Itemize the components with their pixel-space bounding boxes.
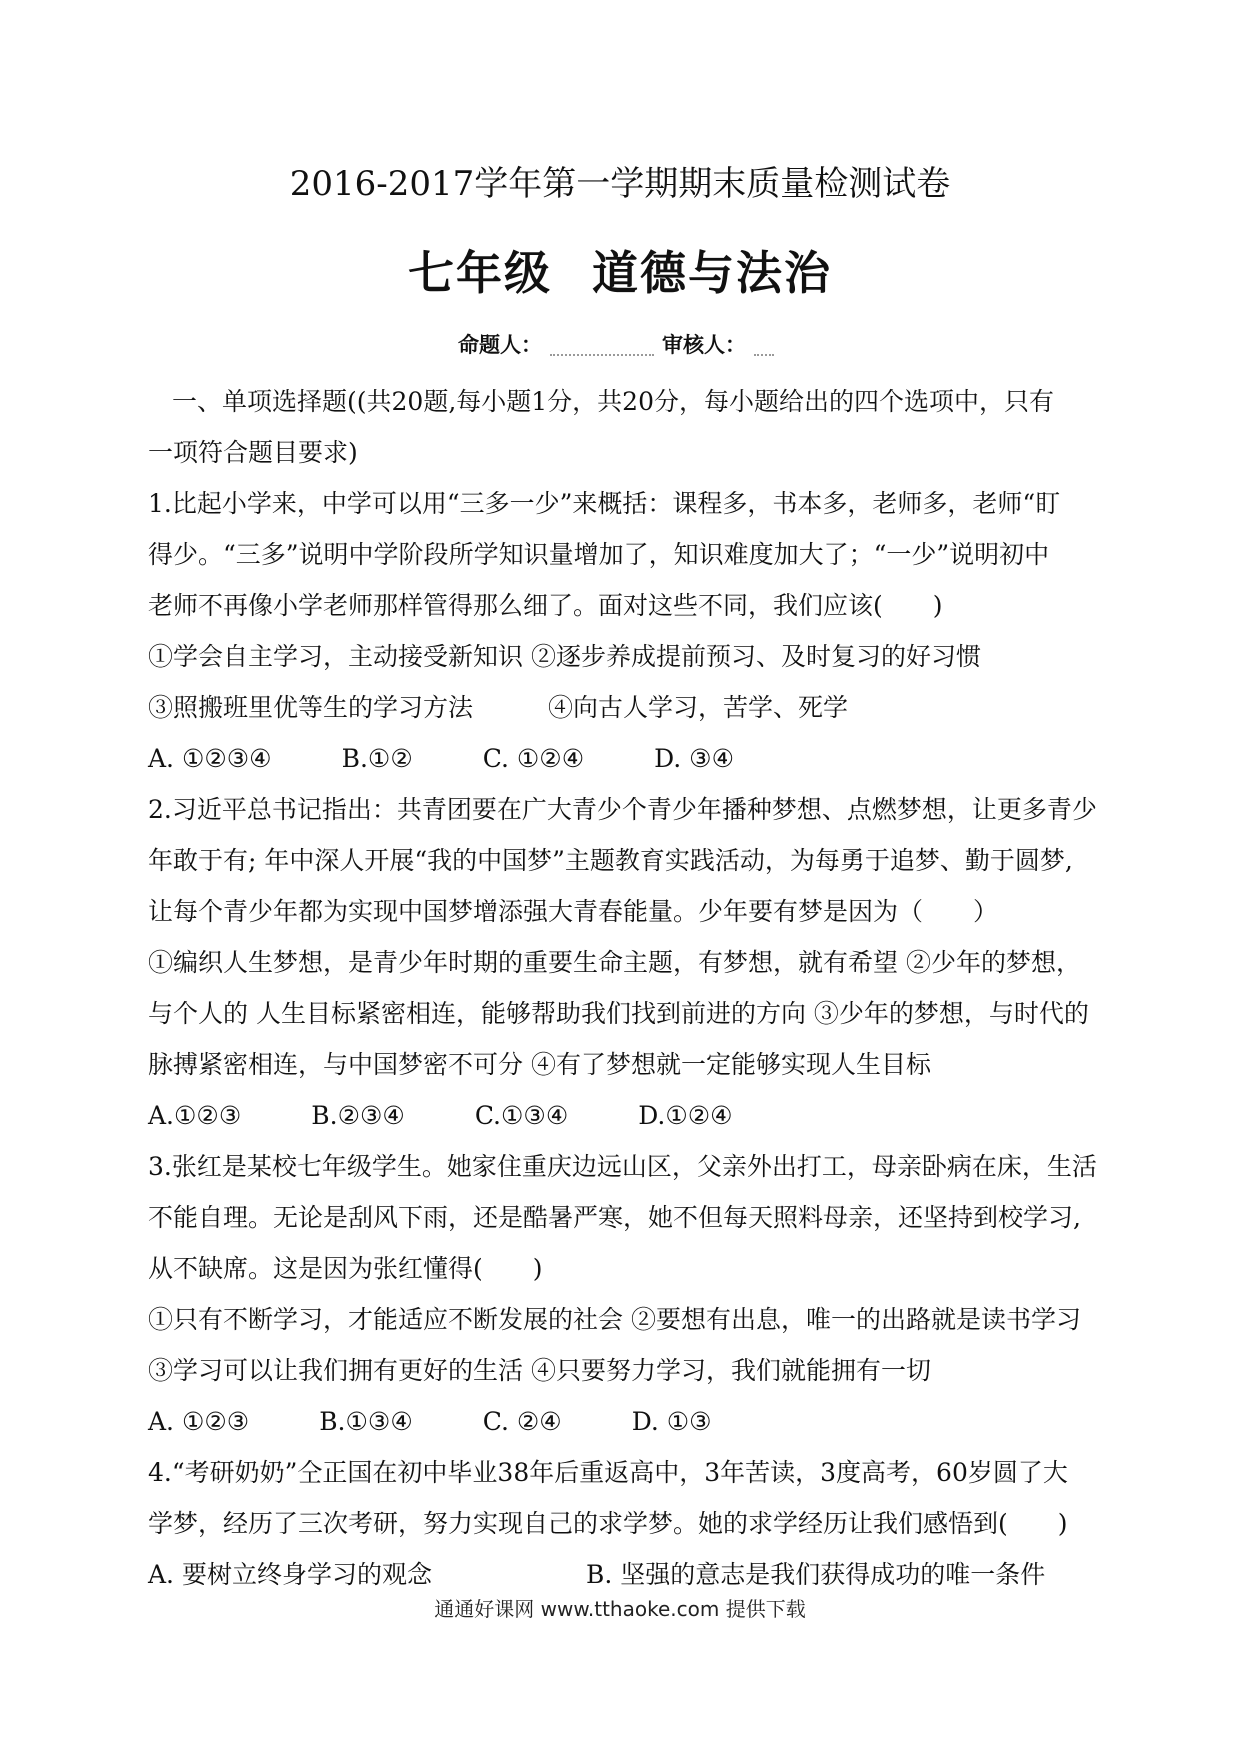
download-footer: 通通好课网 www.tthaoke.com 提供下载 <box>434 1597 806 1621</box>
q3-statement2: ③学习可以让我们拥有更好的生活 ④只要努力学习，我们就能拥有一切 <box>148 1356 931 1385</box>
subject-label: 道德与法治 <box>592 246 832 300</box>
q3-option-b: B.①③④ <box>319 1407 413 1436</box>
q3-option-c: C. ②④ <box>482 1407 562 1436</box>
q2-statement1: ①编织人生梦想，是青少年时期的重要生命主题，有梦想，就有希望 ②少年的梦想， <box>148 948 1081 977</box>
q3-line2: 不能自理。无论是刮风下雨，还是酷暑严寒，她不但每天照料母亲，还坚持到校学习, <box>148 1203 1081 1232</box>
q2-option-d: D.①②④ <box>638 1101 733 1130</box>
grade-label: 七年级 <box>408 246 552 300</box>
q4-option-b: B. 坚强的意志是我们获得成功的唯一条件 <box>586 1560 1046 1589</box>
q3-line1: 3.张红是某校七年级学生。她家住重庆边远山区，父亲外出打工，母亲卧病在床，生活 <box>148 1152 1097 1181</box>
q1-option-b: B.①② <box>341 744 413 773</box>
q1-line1: 1.比起小学来，中学可以用“三多一少”来概括：课程多，书本多，老师多，老师“盯 <box>148 489 1061 518</box>
q1-statement1: ①学会自主学习，主动接受新知识 ②逐步养成提前预习、及时复习的好习惯 <box>148 642 981 671</box>
q4-line2: 学梦，经历了三次考研，努力实现自己的求学梦。她的求学经历让我们感悟到( ) <box>148 1509 1068 1538</box>
q3-statement1: ①只有不断学习，才能适应不断发展的社会 ②要想有出息，唯一的出路就是读书学习 <box>148 1305 1081 1334</box>
author-label: 命题人： <box>458 333 542 357</box>
q3-option-d: D. ①③ <box>631 1407 712 1436</box>
q1-option-c: C. ①②④ <box>482 744 585 773</box>
exam-subtitle <box>0 242 1240 304</box>
q1-options <box>148 733 1098 784</box>
q4-line1: 4.“考研奶奶”仝正国在初中毕业38年后重返高中，3年苦读，3度高考，60岁圆了大 <box>148 1458 1068 1487</box>
q4-options <box>148 1549 1098 1600</box>
q2-line1: 2.习近平总书记指出：共青团要在广大青少个青少年播种梦想、点燃梦想，让更多青少 <box>148 795 1097 824</box>
q2-option-b: B.②③④ <box>311 1101 405 1130</box>
exam-title: 2016-2017学年第一学期期末质量检测试卷 <box>289 164 951 204</box>
reviewer-blank <box>754 336 774 356</box>
section-heading-line2: 一项符合题目要求) <box>148 438 358 467</box>
q2-option-a: A.①②③ <box>148 1101 242 1130</box>
q2-line3: 让每个青少年都为实现中国梦增添强大青春能量。少年要有梦是因为（ ） <box>148 897 999 926</box>
q2-option-c: C.①③④ <box>474 1101 569 1130</box>
q4-option-a: A. 要树立终身学习的观念 <box>148 1560 432 1589</box>
q2-options <box>148 1090 1098 1141</box>
q3-option-a: A. ①②③ <box>148 1407 250 1436</box>
q1-line3: 老师不再像小学老师那样管得那么细了。面对这些不同，我们应该( ) <box>148 591 943 620</box>
q2-line2: 年敢于有; 年中深人开展“我的中国梦”主题教育实践活动，为每勇于追梦、勤于圆梦, <box>148 846 1073 875</box>
q1-option-d: D. ③④ <box>654 744 735 773</box>
q1-statement2: ③照搬班里优等生的学习方法 ④向古人学习，苦学、死学 <box>148 693 849 722</box>
author-line <box>0 330 1240 360</box>
q1-line2: 得少。“三多”说明中学阶段所学知识量增加了，知识难度加大了；“一少”说明初中 <box>148 540 1050 569</box>
q1-option-a: A. ①②③④ <box>148 744 272 773</box>
q3-line3: 从不缺席。这是因为张红懂得( ) <box>148 1254 543 1283</box>
exam-content <box>148 376 1098 1600</box>
q3-options <box>148 1396 1098 1447</box>
q2-statement3: 脉搏紧密相连，与中国梦密不可分 ④有了梦想就一定能够实现人生目标 <box>148 1050 931 1079</box>
author-blank <box>550 336 654 356</box>
q2-statement2: 与个人的 人生目标紧密相连，能够帮助我们找到前进的方向 ③少年的梦想，与时代的 <box>148 999 1089 1028</box>
section-heading-line1: 一、单项选择题((共20题,每小题1分，共20分，每小题给出的四个选项中，只有 <box>172 387 1054 416</box>
reviewer-label: 审核人： <box>662 333 746 357</box>
